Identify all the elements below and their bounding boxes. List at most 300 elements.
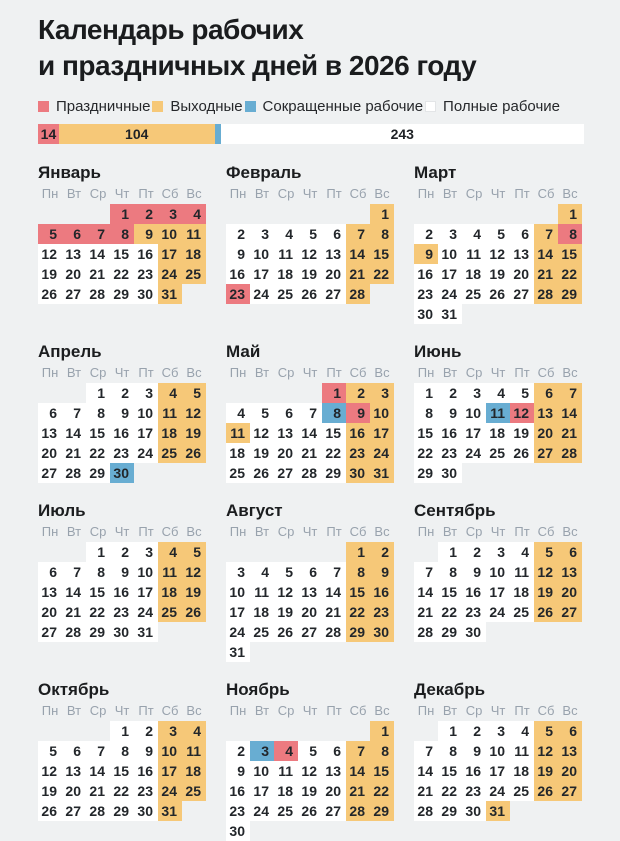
day-cell: 16: [346, 423, 370, 443]
day-cell: 31: [438, 304, 462, 324]
weekday-label: Вт: [442, 365, 458, 380]
day-cell: 16: [134, 244, 158, 264]
day-cell: 29: [110, 801, 134, 821]
day-cell: 19: [250, 443, 274, 463]
month-март: [414, 164, 582, 324]
day-cell: 25: [510, 602, 534, 622]
day-cell: 3: [486, 542, 510, 562]
day-cell-empty: [250, 542, 274, 562]
day-cell: 15: [110, 761, 134, 781]
day-cell: 22: [346, 602, 370, 622]
day-cell: 14: [414, 761, 438, 781]
day-cell: 7: [346, 741, 370, 761]
day-cell: 31: [486, 801, 510, 821]
weekday-label: Чт: [302, 524, 318, 539]
day-cell: 17: [158, 761, 182, 781]
day-cell: 4: [462, 224, 486, 244]
weekday-label: Сб: [349, 186, 367, 201]
day-cell: 16: [438, 423, 462, 443]
day-cell: 8: [110, 741, 134, 761]
day-cell-empty: [298, 721, 322, 741]
weekend-swatch-icon: [152, 101, 163, 112]
day-cell: 10: [250, 244, 274, 264]
day-cell: 3: [134, 542, 158, 562]
day-cell: 30: [346, 463, 370, 483]
weekday-label: Чт: [490, 703, 506, 718]
day-cell: 9: [110, 562, 134, 582]
day-cell: 2: [462, 542, 486, 562]
day-cell: 20: [510, 264, 534, 284]
day-cell: 19: [534, 582, 558, 602]
month-сентябрь: [414, 502, 582, 642]
day-grid: [226, 383, 394, 483]
day-cell: 25: [462, 284, 486, 304]
day-cell: 20: [38, 602, 62, 622]
day-cell: 7: [346, 224, 370, 244]
day-cell-empty: [38, 721, 62, 741]
day-cell: 17: [250, 264, 274, 284]
day-cell: 26: [182, 602, 206, 622]
day-cell: 4: [158, 542, 182, 562]
day-cell: 11: [462, 244, 486, 264]
day-cell-empty: [86, 204, 110, 224]
day-cell: 23: [462, 781, 486, 801]
day-cell: 2: [134, 204, 158, 224]
day-cell: 4: [182, 204, 206, 224]
weekday-label: Сб: [349, 524, 367, 539]
day-cell-empty: [414, 204, 438, 224]
day-cell: 12: [250, 423, 274, 443]
weekday-label: Вс: [562, 524, 578, 539]
day-cell: 31: [370, 463, 394, 483]
day-cell: 18: [462, 264, 486, 284]
day-cell: 13: [322, 761, 346, 781]
day-cell: 13: [274, 423, 298, 443]
day-cell: 13: [558, 562, 582, 582]
day-cell: 24: [134, 602, 158, 622]
day-cell: 1: [110, 721, 134, 741]
day-cell: 10: [158, 741, 182, 761]
day-cell-empty: [274, 204, 298, 224]
day-cell: 7: [86, 224, 110, 244]
bar-segment-weekend: [59, 124, 215, 144]
weekday-label: Сб: [537, 524, 555, 539]
day-cell: 22: [86, 443, 110, 463]
day-cell: 27: [274, 463, 298, 483]
day-cell: 19: [534, 761, 558, 781]
weekday-label: Пн: [41, 703, 59, 718]
day-cell: 16: [226, 264, 250, 284]
weekday-label: Вт: [66, 524, 82, 539]
day-cell: 20: [322, 781, 346, 801]
day-cell: 22: [558, 264, 582, 284]
weekday-label: Чт: [302, 186, 318, 201]
day-cell: 5: [298, 741, 322, 761]
weekday-label: Вт: [254, 703, 270, 718]
day-cell: 14: [346, 244, 370, 264]
day-cell: 24: [250, 801, 274, 821]
day-cell: 9: [226, 244, 250, 264]
day-cell: 12: [274, 582, 298, 602]
day-cell: 10: [486, 741, 510, 761]
day-cell-empty: [62, 721, 86, 741]
day-cell: 25: [226, 463, 250, 483]
day-cell: 3: [226, 562, 250, 582]
day-cell: 8: [86, 403, 110, 423]
day-cell: 25: [486, 443, 510, 463]
day-cell: 15: [558, 244, 582, 264]
day-cell: 27: [558, 602, 582, 622]
day-cell: 9: [462, 562, 486, 582]
day-grid: [38, 204, 206, 304]
day-cell: 26: [38, 284, 62, 304]
month-title: Январь: [38, 163, 102, 182]
weekday-header: [414, 524, 582, 540]
day-cell: 3: [250, 741, 274, 761]
day-cell-empty: [298, 542, 322, 562]
day-cell-empty: [250, 721, 274, 741]
day-cell: 25: [250, 622, 274, 642]
weekday-header: [226, 186, 394, 202]
day-cell: 6: [274, 403, 298, 423]
day-grid: [38, 542, 206, 642]
day-cell: 7: [62, 403, 86, 423]
day-cell: 15: [322, 423, 346, 443]
day-cell: 5: [182, 383, 206, 403]
day-cell: 1: [558, 204, 582, 224]
day-cell: 3: [438, 224, 462, 244]
day-cell: 15: [438, 761, 462, 781]
day-cell: 8: [438, 562, 462, 582]
day-cell-empty: [86, 721, 110, 741]
weekday-label: Сб: [161, 703, 179, 718]
day-cell: 21: [298, 443, 322, 463]
day-cell: 27: [38, 622, 62, 642]
day-cell: 15: [370, 761, 394, 781]
day-cell: 19: [38, 781, 62, 801]
day-cell: 21: [346, 781, 370, 801]
day-cell: 13: [558, 741, 582, 761]
day-cell: 28: [558, 443, 582, 463]
day-cell: 14: [558, 403, 582, 423]
month-title: Сентябрь: [414, 501, 496, 520]
day-cell: 7: [86, 741, 110, 761]
day-cell: 31: [226, 642, 250, 662]
day-cell: 30: [134, 284, 158, 304]
day-cell: 27: [62, 284, 86, 304]
day-cell: 28: [414, 622, 438, 642]
weekday-label: Чт: [490, 365, 506, 380]
day-cell: 9: [226, 761, 250, 781]
day-cell: 22: [414, 443, 438, 463]
day-cell: 26: [486, 284, 510, 304]
weekday-label: Чт: [114, 365, 130, 380]
day-cell: 6: [322, 741, 346, 761]
day-cell: 13: [62, 761, 86, 781]
day-cell: 1: [110, 204, 134, 224]
day-cell: 7: [62, 562, 86, 582]
day-cell-empty: [38, 383, 62, 403]
day-cell: 23: [414, 284, 438, 304]
month-title: Май: [226, 342, 261, 361]
weekday-label: Пт: [138, 703, 154, 718]
day-cell: 2: [462, 721, 486, 741]
day-cell: 30: [462, 622, 486, 642]
month-декабрь: [414, 681, 582, 821]
day-cell: 3: [462, 383, 486, 403]
day-cell: 5: [182, 542, 206, 562]
day-cell: 17: [158, 244, 182, 264]
day-cell: 9: [134, 224, 158, 244]
day-cell: 16: [462, 761, 486, 781]
day-cell-empty: [274, 383, 298, 403]
day-cell: 9: [110, 403, 134, 423]
day-cell: 19: [274, 602, 298, 622]
weekday-label: Вт: [442, 524, 458, 539]
bar-value: 243: [390, 126, 414, 142]
day-cell-empty: [346, 204, 370, 224]
day-cell: 11: [182, 224, 206, 244]
weekday-label: Вт: [254, 186, 270, 201]
weekday-label: Вс: [374, 524, 390, 539]
weekday-label: Вт: [254, 524, 270, 539]
day-cell: 20: [534, 423, 558, 443]
day-cell: 17: [226, 602, 250, 622]
day-cell: 2: [110, 542, 134, 562]
bar-value: 104: [125, 126, 149, 142]
weekday-label: Пт: [514, 703, 530, 718]
day-cell: 19: [38, 264, 62, 284]
day-cell: 24: [438, 284, 462, 304]
day-cell: 7: [414, 562, 438, 582]
day-cell: 13: [298, 582, 322, 602]
day-cell: 5: [38, 224, 62, 244]
month-июнь: [414, 343, 582, 483]
day-cell: 20: [558, 761, 582, 781]
day-cell: 26: [534, 602, 558, 622]
day-cell: 31: [158, 801, 182, 821]
day-cell-empty: [322, 542, 346, 562]
day-cell-empty: [322, 204, 346, 224]
day-cell: 18: [158, 582, 182, 602]
day-cell: 24: [370, 443, 394, 463]
weekday-header: [226, 365, 394, 381]
day-cell: 11: [158, 562, 182, 582]
day-cell: 15: [370, 244, 394, 264]
day-cell: 4: [274, 741, 298, 761]
day-cell: 11: [250, 582, 274, 602]
day-cell: 14: [414, 582, 438, 602]
weekday-label: Вс: [186, 365, 202, 380]
day-cell: 14: [534, 244, 558, 264]
day-cell: 22: [438, 781, 462, 801]
day-cell: 8: [110, 224, 134, 244]
day-cell-empty: [62, 204, 86, 224]
weekday-label: Ср: [465, 186, 483, 201]
day-cell: 21: [558, 423, 582, 443]
day-cell: 9: [462, 741, 486, 761]
day-cell: 18: [510, 582, 534, 602]
day-cell: 17: [370, 423, 394, 443]
day-cell: 17: [134, 423, 158, 443]
day-cell: 27: [322, 284, 346, 304]
weekday-label: Пт: [138, 365, 154, 380]
months-grid: [38, 164, 584, 841]
weekday-label: Ср: [465, 703, 483, 718]
weekday-label: Вс: [374, 365, 390, 380]
day-cell: 12: [182, 562, 206, 582]
weekday-label: Сб: [537, 703, 555, 718]
day-cell: 18: [486, 423, 510, 443]
day-cell: 10: [226, 582, 250, 602]
weekday-label: Пн: [41, 186, 59, 201]
day-cell: 22: [110, 264, 134, 284]
day-cell: 3: [486, 721, 510, 741]
day-cell: 20: [38, 443, 62, 463]
day-cell: 5: [38, 741, 62, 761]
day-cell: 29: [110, 284, 134, 304]
weekday-label: Пт: [514, 365, 530, 380]
weekday-header: [414, 186, 582, 202]
page-title-line2: и праздничных дней в 2026 году: [38, 50, 477, 81]
day-cell: 27: [510, 284, 534, 304]
day-cell-empty: [510, 204, 534, 224]
day-cell: 1: [86, 542, 110, 562]
day-cell: 4: [486, 383, 510, 403]
day-cell: 19: [510, 423, 534, 443]
weekday-label: Сб: [537, 365, 555, 380]
bar-value: 14: [40, 126, 57, 142]
day-cell: 15: [438, 582, 462, 602]
day-cell: 4: [250, 562, 274, 582]
weekday-label: Чт: [114, 703, 130, 718]
weekday-label: Пн: [229, 703, 247, 718]
day-cell: 30: [438, 463, 462, 483]
weekday-label: Пн: [417, 524, 435, 539]
day-cell: 3: [370, 383, 394, 403]
day-cell: 8: [86, 562, 110, 582]
weekday-label: Чт: [114, 524, 130, 539]
day-cell: 7: [534, 224, 558, 244]
day-cell: 2: [346, 383, 370, 403]
day-cell: 21: [62, 602, 86, 622]
legend: [38, 98, 560, 115]
weekday-label: Ср: [277, 524, 295, 539]
day-cell: 15: [110, 244, 134, 264]
day-cell: 6: [298, 562, 322, 582]
day-cell: 5: [298, 224, 322, 244]
weekday-label: Пн: [41, 524, 59, 539]
day-cell: 19: [298, 264, 322, 284]
month-август: [226, 502, 394, 662]
weekday-label: Пн: [41, 365, 59, 380]
day-cell-empty: [250, 383, 274, 403]
day-cell: 18: [274, 264, 298, 284]
day-cell: 6: [558, 721, 582, 741]
day-cell-empty: [414, 542, 438, 562]
weekday-header: [414, 365, 582, 381]
day-cell: 5: [510, 383, 534, 403]
weekday-label: Пн: [229, 365, 247, 380]
day-cell: 10: [250, 761, 274, 781]
weekday-label: Пн: [417, 186, 435, 201]
day-cell: 14: [86, 244, 110, 264]
day-cell: 19: [182, 423, 206, 443]
day-cell: 29: [438, 801, 462, 821]
day-cell: 1: [346, 542, 370, 562]
day-grid: [414, 204, 582, 324]
month-title: Апрель: [38, 342, 102, 361]
day-cell-empty: [250, 204, 274, 224]
day-cell: 2: [438, 383, 462, 403]
day-cell: 13: [510, 244, 534, 264]
weekday-label: Чт: [490, 524, 506, 539]
day-cell: 25: [158, 443, 182, 463]
day-cell: 3: [134, 383, 158, 403]
day-cell: 6: [534, 383, 558, 403]
weekday-label: Ср: [277, 365, 295, 380]
day-cell: 21: [346, 264, 370, 284]
weekday-label: Ср: [89, 186, 107, 201]
day-cell: 9: [370, 562, 394, 582]
day-cell: 7: [298, 403, 322, 423]
day-cell: 4: [274, 224, 298, 244]
day-cell: 18: [510, 761, 534, 781]
weekday-label: Вс: [374, 703, 390, 718]
day-cell: 9: [438, 403, 462, 423]
day-cell: 30: [414, 304, 438, 324]
month-title: Ноябрь: [226, 680, 290, 699]
day-grid: [414, 542, 582, 642]
day-cell: 12: [38, 761, 62, 781]
day-cell: 28: [534, 284, 558, 304]
day-cell-empty: [298, 383, 322, 403]
month-title: Август: [226, 501, 283, 520]
day-cell-empty: [274, 542, 298, 562]
weekday-label: Сб: [161, 524, 179, 539]
day-cell: 5: [486, 224, 510, 244]
weekday-label: Ср: [465, 524, 483, 539]
day-cell: 12: [534, 562, 558, 582]
day-grid: [414, 383, 582, 483]
month-май: [226, 343, 394, 483]
day-cell: 30: [110, 463, 134, 483]
day-cell: 21: [86, 264, 110, 284]
day-cell: 24: [462, 443, 486, 463]
weekday-label: Ср: [89, 524, 107, 539]
day-cell: 2: [414, 224, 438, 244]
day-cell: 28: [322, 622, 346, 642]
day-cell: 26: [38, 801, 62, 821]
day-cell: 13: [534, 403, 558, 423]
weekday-label: Чт: [302, 365, 318, 380]
day-cell: 31: [158, 284, 182, 304]
day-cell-empty: [274, 721, 298, 741]
day-cell: 9: [134, 741, 158, 761]
day-cell: 12: [510, 403, 534, 423]
day-cell: 11: [158, 403, 182, 423]
day-cell: 22: [438, 602, 462, 622]
day-grid: [226, 721, 394, 841]
day-cell: 12: [534, 741, 558, 761]
day-cell: 21: [534, 264, 558, 284]
day-cell: 10: [438, 244, 462, 264]
weekday-label: Пт: [326, 186, 342, 201]
day-cell-empty: [38, 204, 62, 224]
day-cell: 16: [370, 582, 394, 602]
weekday-label: Пн: [417, 365, 435, 380]
day-cell: 4: [182, 721, 206, 741]
